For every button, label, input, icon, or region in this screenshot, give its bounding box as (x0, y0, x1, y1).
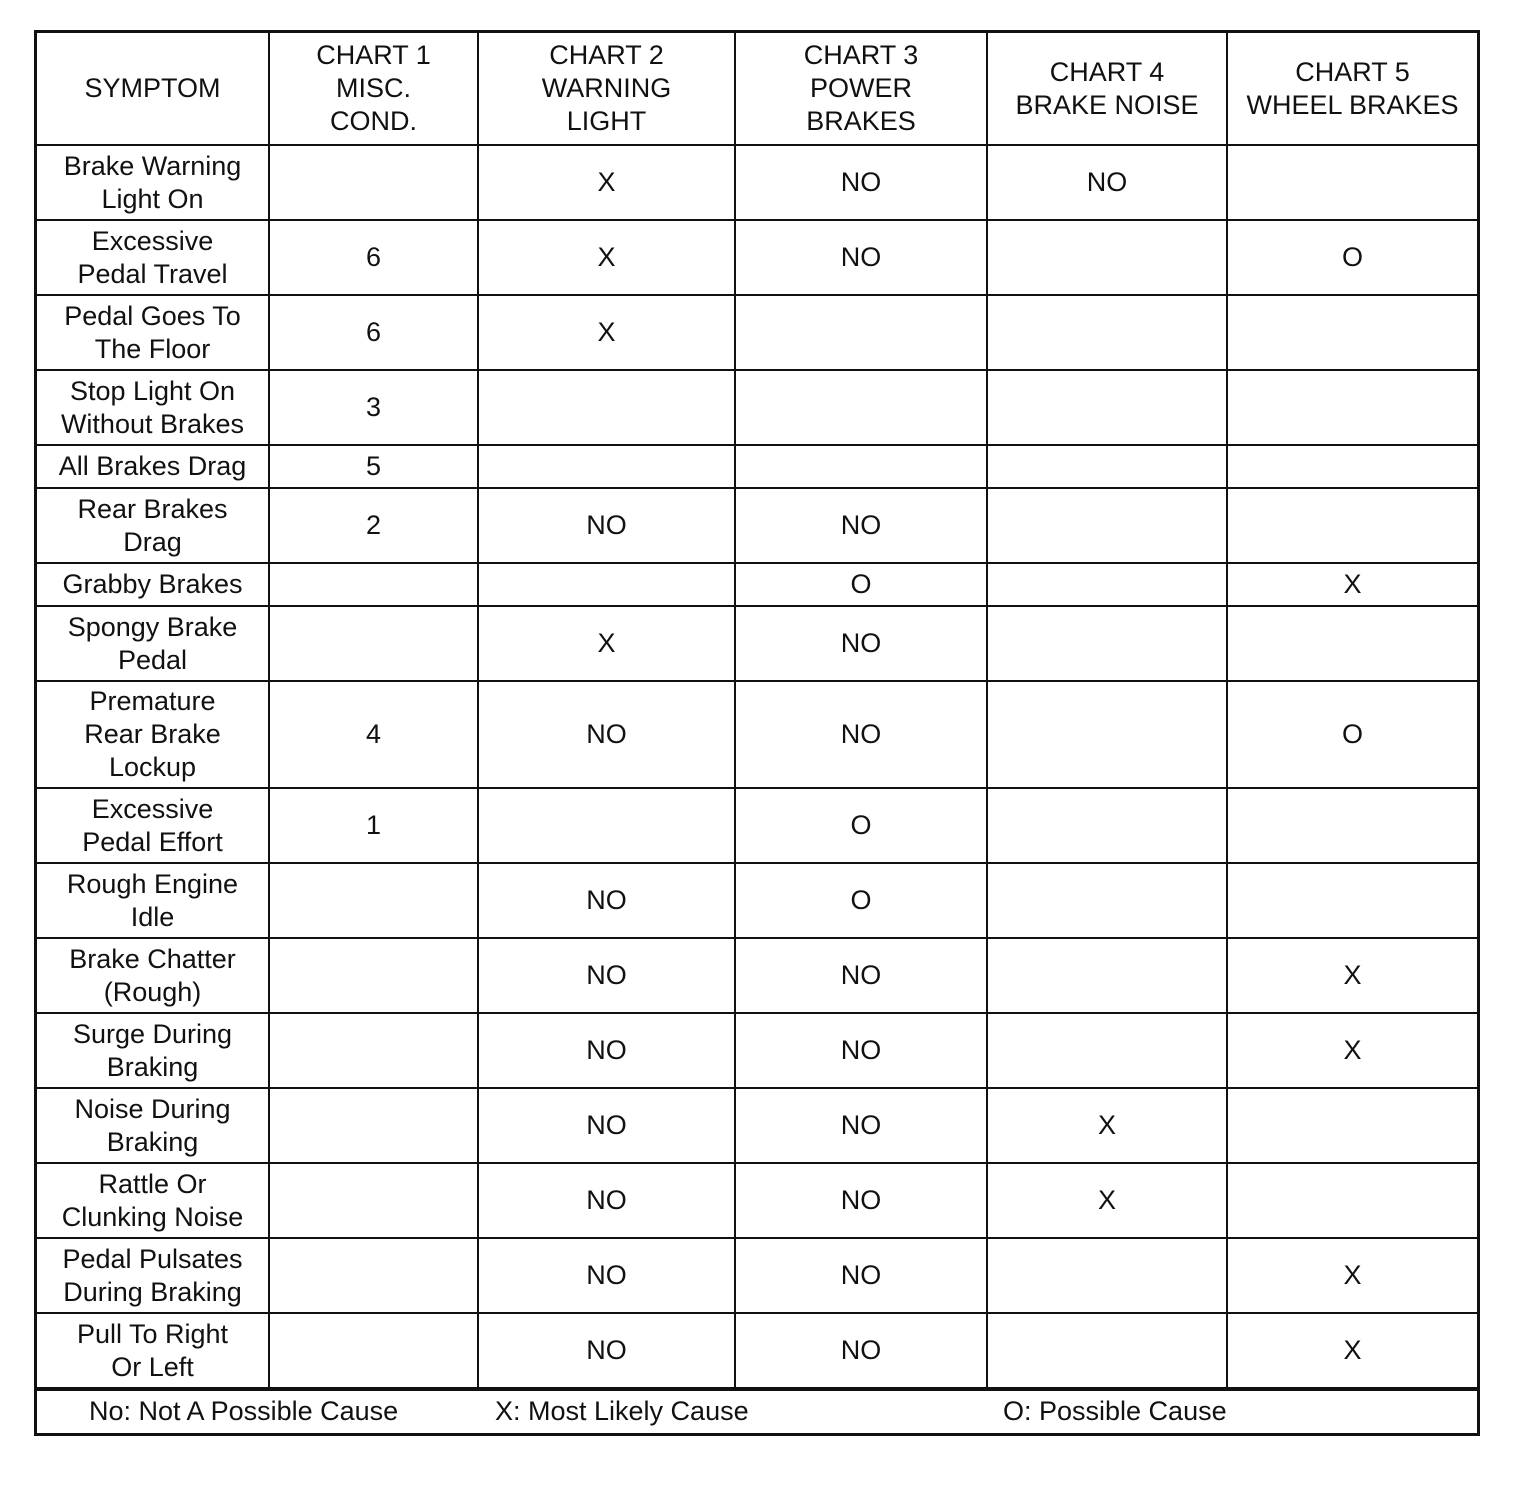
chart-cell: 1 (269, 788, 478, 863)
symptom-line: Idle (130, 901, 175, 932)
column-header-line: BRAKES (806, 106, 916, 136)
chart-cell (987, 938, 1227, 1013)
symptom-cell (37, 370, 269, 445)
chart-cell (269, 563, 478, 606)
chart-cell (987, 563, 1227, 606)
chart-cell (987, 1013, 1227, 1088)
chart-cell (269, 938, 478, 1013)
symptom-line: Spongy Brake (67, 611, 238, 642)
symptom-cell (37, 1088, 269, 1163)
column-header (735, 33, 987, 145)
header-row (37, 33, 1477, 145)
chart-cell (735, 370, 987, 445)
chart-cell (1227, 370, 1477, 445)
symptom-cell (37, 488, 269, 563)
table-row (37, 1313, 1477, 1388)
chart-cell: X (478, 295, 735, 370)
chart-cell: NO (735, 220, 987, 295)
chart-cell (987, 295, 1227, 370)
chart-cell (987, 1238, 1227, 1313)
chart-cell (1227, 295, 1477, 370)
table-row (37, 370, 1477, 445)
column-header-line: CHART 2 (549, 40, 664, 70)
chart-cell (1227, 145, 1477, 220)
chart-cell (1227, 1163, 1477, 1238)
symptom-cell (37, 1313, 269, 1388)
column-header (37, 33, 269, 145)
column-header-line: CHART 3 (803, 40, 919, 70)
symptom-cell (37, 295, 269, 370)
chart-cell (987, 370, 1227, 445)
chart-cell: NO (735, 681, 987, 788)
chart-cell: X (1227, 563, 1477, 606)
symptom-cell (37, 606, 269, 681)
chart-cell (987, 445, 1227, 488)
chart-cell: O (735, 788, 987, 863)
column-header-line: LIGHT (566, 106, 647, 136)
chart-cell: NO (987, 145, 1227, 220)
chart-cell: O (735, 563, 987, 606)
chart-cell (478, 788, 735, 863)
symptom-cell (37, 863, 269, 938)
symptom-line: Braking (106, 1051, 199, 1082)
chart-cell: NO (478, 1013, 735, 1088)
chart-cell (478, 563, 735, 606)
chart-cell: NO (478, 863, 735, 938)
chart-cell (478, 445, 735, 488)
table-row (37, 681, 1477, 788)
symptom-line: Pedal Travel (77, 258, 228, 289)
table-row (37, 1088, 1477, 1163)
chart-cell: NO (735, 1013, 987, 1088)
chart-cell (269, 1088, 478, 1163)
symptom-line: Excessive (91, 225, 214, 256)
chart-cell (1227, 445, 1477, 488)
column-header-line: CHART 1 (316, 40, 431, 70)
column-header-line: POWER (809, 73, 912, 103)
chart-cell (1227, 863, 1477, 938)
table-row (37, 145, 1477, 220)
symptom-line: Clunking Noise (61, 1201, 244, 1232)
chart-cell (1227, 606, 1477, 681)
column-header (269, 33, 478, 145)
chart-cell: NO (735, 1313, 987, 1388)
symptom-chart-table (37, 33, 1477, 1389)
column-header (1227, 33, 1477, 145)
chart-cell: NO (478, 1088, 735, 1163)
symptom-line: Grabby Brakes (62, 569, 243, 599)
chart-cell (987, 220, 1227, 295)
chart-cell: NO (478, 1163, 735, 1238)
symptom-line: Noise During (74, 1093, 231, 1124)
legend-x: X: Most Likely Cause (495, 1396, 749, 1426)
symptom-line: Rough Engine (66, 868, 239, 899)
chart-cell: NO (735, 606, 987, 681)
chart-cell (1227, 788, 1477, 863)
chart-cell (987, 681, 1227, 788)
chart-cell: X (478, 145, 735, 220)
chart-cell: O (1227, 681, 1477, 788)
chart-cell: X (1227, 1313, 1477, 1388)
chart-cell (987, 788, 1227, 863)
column-header-line: SYMPTOM (84, 73, 221, 103)
symptom-line: All Brakes Drag (58, 451, 247, 481)
chart-cell: NO (735, 1088, 987, 1163)
chart-cell: NO (478, 938, 735, 1013)
table-row (37, 1163, 1477, 1238)
symptom-cell (37, 445, 269, 488)
table-row (37, 788, 1477, 863)
symptom-line: Surge During (72, 1018, 233, 1049)
chart-cell (735, 295, 987, 370)
symptom-line: Pedal (117, 644, 188, 675)
symptom-cell (37, 681, 269, 788)
symptom-line: Drag (123, 526, 182, 557)
chart-cell: X (1227, 938, 1477, 1013)
chart-cell: NO (735, 938, 987, 1013)
chart-cell: NO (735, 1238, 987, 1313)
symptom-cell (37, 788, 269, 863)
symptom-line: Rattle Or (98, 1168, 207, 1199)
table-row (37, 938, 1477, 1013)
chart-cell (478, 370, 735, 445)
symptom-line: Rear Brakes (77, 493, 228, 524)
table-row (37, 606, 1477, 681)
symptom-line: Or Left (111, 1351, 194, 1382)
symptom-cell (37, 1013, 269, 1088)
diagnosis-chart (34, 30, 1480, 1436)
symptom-line: Excessive (91, 793, 214, 824)
chart-cell: X (478, 606, 735, 681)
chart-cell (269, 1238, 478, 1313)
chart-cell: NO (478, 1313, 735, 1388)
chart-cell: 6 (269, 295, 478, 370)
table-row (37, 295, 1477, 370)
chart-cell: NO (735, 145, 987, 220)
symptom-line: The Floor (94, 333, 211, 364)
symptom-cell (37, 938, 269, 1013)
symptom-line: Stop Light On (69, 375, 236, 406)
symptom-cell (37, 1238, 269, 1313)
table-row (37, 1238, 1477, 1313)
column-header (478, 33, 735, 145)
chart-cell: 5 (269, 445, 478, 488)
chart-cell (269, 1013, 478, 1088)
chart-cell: NO (478, 488, 735, 563)
chart-cell (735, 445, 987, 488)
chart-cell (987, 863, 1227, 938)
chart-cell: NO (735, 488, 987, 563)
chart-cell: NO (478, 681, 735, 788)
column-header-line: CHART 4 (1049, 56, 1165, 87)
column-header-line: CHART 5 (1295, 56, 1410, 87)
symptom-line: Without Brakes (60, 408, 245, 439)
symptom-line: Premature (89, 686, 216, 716)
chart-cell: O (735, 863, 987, 938)
chart-cell (269, 606, 478, 681)
column-header-line: WHEEL BRAKES (1246, 89, 1459, 120)
table-row (37, 220, 1477, 295)
symptom-cell (37, 563, 269, 606)
symptom-line: Rear Brake (84, 719, 221, 749)
chart-cell (269, 1163, 478, 1238)
chart-cell (987, 606, 1227, 681)
column-header-line: MISC. (335, 73, 411, 103)
chart-cell (1227, 488, 1477, 563)
chart-cell (987, 488, 1227, 563)
chart-cell (269, 1313, 478, 1388)
table-row (37, 1013, 1477, 1088)
chart-cell (269, 863, 478, 938)
symptom-line: Light On (101, 183, 204, 214)
column-header (987, 33, 1227, 145)
column-header-line: WARNING (541, 73, 672, 103)
symptom-cell (37, 220, 269, 295)
chart-cell: 3 (269, 370, 478, 445)
symptom-line: Pull To Right (76, 1318, 229, 1349)
chart-cell: X (1227, 1238, 1477, 1313)
symptom-line: Brake Chatter (69, 943, 236, 974)
chart-cell (987, 1313, 1227, 1388)
chart-cell (269, 145, 478, 220)
legend (37, 1389, 1477, 1433)
chart-cell: 2 (269, 488, 478, 563)
symptom-line: During Braking (63, 1276, 242, 1307)
table-row (37, 488, 1477, 563)
symptom-line: Brake Warning (63, 150, 242, 181)
chart-cell: 4 (269, 681, 478, 788)
column-header-line: COND. (330, 106, 417, 136)
chart-cell: O (1227, 220, 1477, 295)
legend-no: No: Not A Possible Cause (89, 1396, 399, 1426)
symptom-line: Lockup (108, 752, 197, 782)
table-row (37, 563, 1477, 606)
table-body (37, 145, 1477, 1388)
chart-cell (1227, 1088, 1477, 1163)
symptom-cell (37, 145, 269, 220)
table-row (37, 863, 1477, 938)
table-row (37, 445, 1477, 488)
chart-cell: X (987, 1088, 1227, 1163)
symptom-line: Braking (106, 1126, 199, 1157)
chart-cell: X (987, 1163, 1227, 1238)
symptom-line: (Rough) (103, 976, 202, 1007)
chart-cell: 6 (269, 220, 478, 295)
chart-cell: NO (735, 1163, 987, 1238)
column-header-line: BRAKE NOISE (1015, 89, 1199, 120)
symptom-line: Pedal Pulsates (62, 1243, 243, 1274)
symptom-line: Pedal Effort (82, 826, 223, 857)
chart-cell: X (1227, 1013, 1477, 1088)
symptom-line: Pedal Goes To (64, 300, 241, 331)
chart-cell: NO (478, 1238, 735, 1313)
symptom-cell (37, 1163, 269, 1238)
legend-o: O: Possible Cause (1003, 1396, 1227, 1426)
chart-cell: X (478, 220, 735, 295)
